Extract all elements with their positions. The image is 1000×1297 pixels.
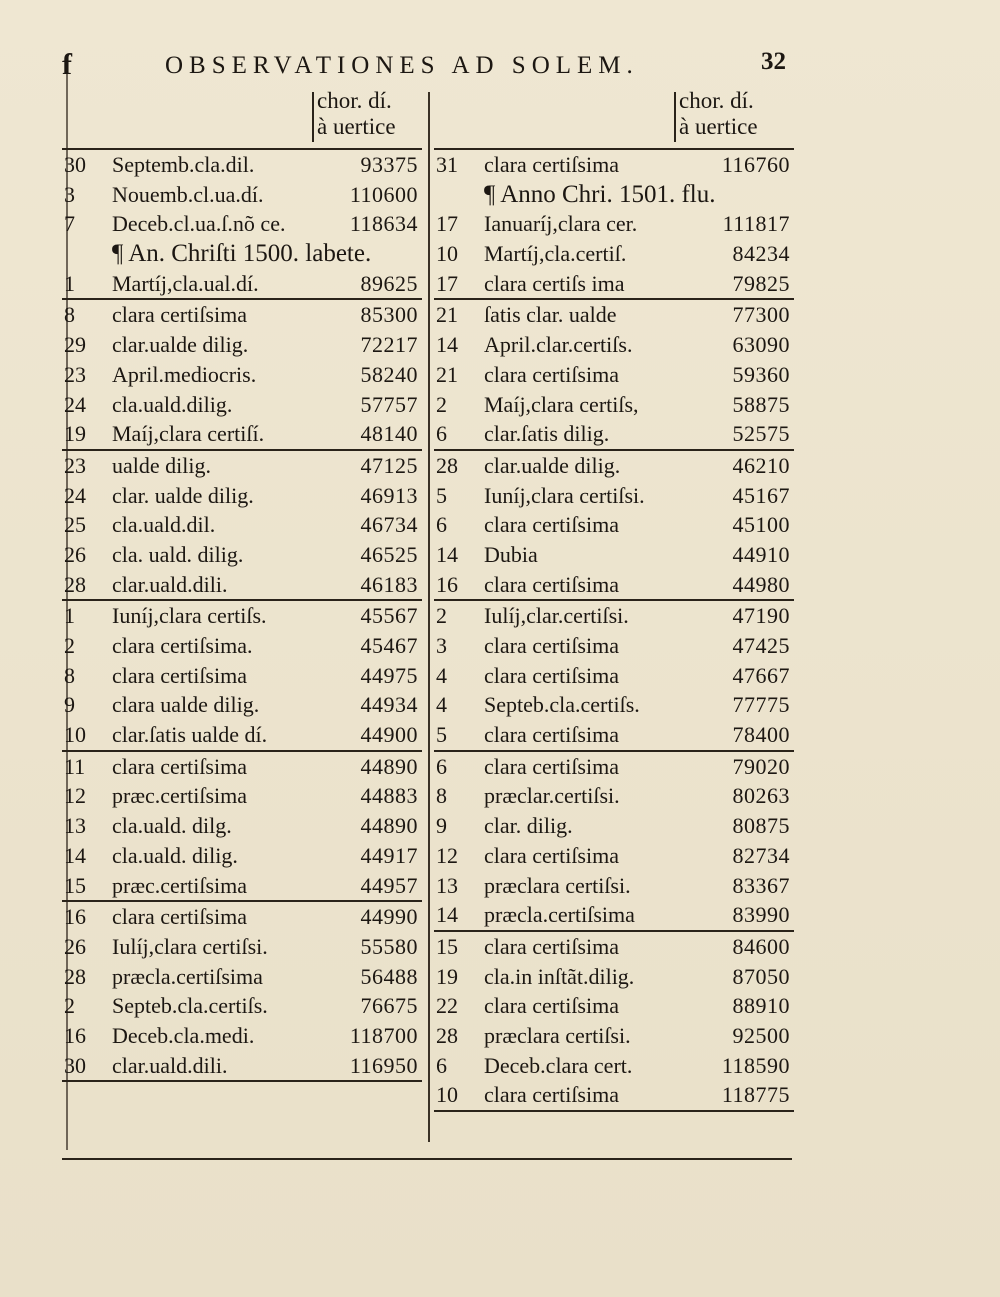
distance-value-cell: 44890	[360, 753, 418, 779]
distance-value-cell: 47667	[732, 662, 790, 688]
description-cell: cla.in inſtãt.dilig.	[484, 963, 635, 989]
table-row	[434, 781, 794, 811]
day-cell: 24	[64, 391, 86, 417]
day-cell: 5	[436, 482, 447, 508]
table-row	[434, 269, 794, 299]
row-group	[434, 451, 794, 601]
description-cell: Nouemb.cl.ua.dí.	[112, 181, 264, 207]
description-cell: clara certiſsima	[112, 662, 247, 688]
day-cell: 13	[64, 813, 86, 839]
day-cell: 5	[436, 722, 447, 748]
day-cell: 8	[64, 302, 75, 328]
table-row	[62, 661, 422, 691]
table-row	[62, 841, 422, 871]
description-cell: clara certiſsima	[484, 662, 619, 688]
description-cell: clara ualde dilig.	[112, 692, 260, 718]
day-cell: 6	[436, 1052, 447, 1078]
day-cell: 8	[436, 783, 447, 809]
table-row	[62, 150, 422, 180]
description-cell: Iuníj,clara certiſs.	[112, 603, 267, 629]
table-row	[434, 661, 794, 691]
table-row	[434, 330, 794, 360]
day-cell: 2	[436, 391, 447, 417]
description-cell: clara certiſsima	[484, 512, 619, 538]
column-header-line2: à uertice	[679, 114, 758, 139]
day-cell: 29	[64, 332, 86, 358]
table-row	[434, 390, 794, 420]
table-row	[434, 360, 794, 390]
table-row	[62, 871, 422, 901]
day-cell: 31	[436, 152, 458, 177]
row-group	[62, 451, 422, 601]
day-cell: 28	[64, 571, 86, 597]
description-cell: Maíj,clara certiſí.	[112, 421, 265, 447]
day-cell: 24	[64, 482, 86, 508]
day-cell: 6	[436, 512, 447, 538]
distance-value-cell: 59360	[732, 361, 790, 387]
description-cell: clar.ualde dilig.	[484, 452, 621, 478]
distance-value-cell: 63090	[732, 332, 790, 358]
description-cell: Dubia	[484, 541, 538, 567]
distance-value-cell: 47425	[732, 633, 790, 658]
distance-value-cell: 45100	[732, 512, 790, 538]
table-row	[434, 752, 794, 782]
distance-value-cell: 44883	[360, 783, 418, 809]
distance-value-cell: 93375	[360, 152, 418, 177]
distance-value-cell: 45467	[360, 633, 418, 658]
description-cell: cla.uald. dilig.	[112, 842, 238, 868]
day-cell: 14	[436, 541, 458, 567]
day-cell: 16	[64, 1022, 86, 1048]
day-cell: 6	[436, 753, 447, 779]
description-cell: clara certiſsima	[112, 302, 247, 328]
day-cell: 15	[436, 933, 458, 959]
table-row	[62, 781, 422, 811]
description-cell: Deceb.clara cert.	[484, 1052, 633, 1078]
day-cell: 28	[64, 963, 86, 989]
description-cell: cla.uald.dilig.	[112, 391, 233, 417]
table-row	[434, 481, 794, 511]
row-group	[434, 300, 794, 450]
distance-value-cell: 84234	[732, 241, 790, 267]
header-left-mark: f	[62, 48, 72, 81]
distance-value-cell: 72217	[360, 332, 418, 358]
distance-value-cell: 48140	[360, 421, 418, 447]
day-cell: 25	[64, 512, 86, 538]
distance-value-cell: 118590	[721, 1052, 790, 1078]
day-cell: 10	[436, 241, 458, 267]
table-row	[62, 540, 422, 570]
description-cell: clara certiſsima	[112, 904, 247, 930]
table-row	[62, 902, 422, 932]
table-row	[62, 330, 422, 360]
table-row	[62, 570, 422, 600]
row-group	[62, 150, 422, 300]
row-group	[434, 932, 794, 1112]
table-row	[62, 360, 422, 390]
distance-value-cell: 55580	[360, 933, 418, 959]
description-cell: ſatis clar. ualde	[484, 302, 617, 328]
distance-value-cell: 46183	[360, 571, 418, 597]
description-cell: clar. dilig.	[484, 813, 573, 839]
description-cell: ualde dilig.	[112, 452, 211, 478]
row-group	[62, 300, 422, 450]
description-cell: clara certiſsima	[484, 753, 619, 779]
description-cell: Ianuaríj,clara cer.	[484, 211, 638, 237]
distance-value-cell: 52575	[732, 421, 790, 447]
description-cell: clar.ſatis ualde dí.	[112, 722, 268, 748]
description-cell: præclar.certiſsi.	[484, 783, 620, 809]
day-cell: 11	[64, 753, 86, 779]
description-cell: clar.uald.dili.	[112, 1052, 228, 1078]
day-cell: 2	[436, 603, 447, 629]
table-row	[434, 720, 794, 750]
description-cell: Martíj,cla.ual.dí.	[112, 270, 259, 296]
table-row	[434, 900, 794, 930]
description-cell: clara certiſsima	[484, 842, 619, 868]
day-cell: 28	[436, 1022, 458, 1048]
distance-value-cell: 45567	[360, 603, 418, 629]
distance-value-cell: 82734	[732, 842, 790, 868]
distance-value-cell: 58240	[360, 361, 418, 387]
table-row	[62, 390, 422, 420]
day-cell: 7	[64, 211, 75, 237]
table-row	[62, 1021, 422, 1051]
day-cell: 9	[436, 813, 447, 839]
day-cell: 19	[64, 421, 86, 447]
table-row	[62, 932, 422, 962]
day-cell: 30	[64, 1052, 86, 1078]
distance-value-cell: 80263	[732, 783, 790, 809]
year-heading-row	[434, 180, 794, 210]
table-row	[62, 690, 422, 720]
distance-value-cell: 78400	[732, 722, 790, 748]
table-row	[62, 481, 422, 511]
distance-value-cell: 116760	[721, 152, 790, 177]
day-cell: 16	[436, 571, 458, 597]
table-row	[434, 209, 794, 239]
distance-value-cell: 44980	[732, 571, 790, 597]
day-cell: 13	[436, 872, 458, 898]
distance-value-cell: 44990	[360, 904, 418, 930]
column-divider	[428, 92, 430, 1142]
distance-value-cell: 56488	[360, 963, 418, 989]
table-row	[62, 269, 422, 299]
distance-value-cell: 79020	[732, 753, 790, 779]
table-row	[62, 631, 422, 661]
table-row	[434, 962, 794, 992]
description-cell: Maíj,clara certiſs,	[484, 391, 639, 417]
row-group	[434, 150, 794, 300]
distance-value-cell: 118634	[349, 211, 418, 237]
row-group	[434, 752, 794, 932]
running-header	[60, 48, 800, 88]
distance-value-cell: 118700	[349, 1022, 418, 1048]
distance-value-cell: 44917	[360, 842, 418, 868]
column-header-line1: chor. dí.	[679, 88, 754, 113]
row-group	[62, 601, 422, 751]
description-cell: præc.certiſsima	[112, 783, 248, 809]
day-cell: 6	[436, 421, 447, 447]
distance-value-cell: 89625	[360, 270, 418, 296]
table-row	[434, 510, 794, 540]
table-row	[62, 752, 422, 782]
description-cell: clara certiſsima	[484, 361, 619, 387]
distance-value-cell: 83367	[732, 872, 790, 898]
distance-value-cell: 116950	[349, 1052, 418, 1078]
distance-value-cell: 79825	[732, 270, 790, 296]
table-row	[434, 239, 794, 269]
day-cell: 2	[64, 633, 75, 658]
description-cell: clara certiſsima	[484, 571, 619, 597]
day-cell: 4	[436, 692, 447, 718]
day-cell: 21	[436, 361, 458, 387]
day-cell: 17	[436, 270, 458, 296]
day-cell: 26	[64, 933, 86, 959]
distance-value-cell: 80875	[732, 813, 790, 839]
table-row	[434, 871, 794, 901]
page-number: 32	[761, 48, 786, 75]
description-cell: cla. uald. dilig.	[112, 541, 244, 567]
distance-value-cell: 118775	[721, 1082, 790, 1108]
table-row	[62, 601, 422, 631]
table-row	[62, 419, 422, 449]
table-row	[434, 451, 794, 481]
table-row	[434, 1021, 794, 1051]
table-row	[62, 180, 422, 210]
table-row	[434, 811, 794, 841]
table-row	[62, 510, 422, 540]
table-row	[62, 300, 422, 330]
table-row	[434, 690, 794, 720]
distance-value-cell: 47190	[732, 603, 790, 629]
column-header-line2: à uertice	[317, 114, 396, 139]
day-cell: 14	[64, 842, 86, 868]
description-cell: clara certiſsima	[484, 993, 619, 1019]
distance-value-cell: 84600	[732, 933, 790, 959]
distance-value-cell: 111817	[722, 211, 790, 237]
day-cell: 2	[64, 993, 75, 1019]
distance-value-cell: 87050	[732, 963, 790, 989]
day-cell: 30	[64, 152, 86, 177]
day-cell: 1	[64, 603, 75, 629]
description-cell: præc.certiſsima	[112, 872, 248, 898]
description-cell: clar.uald.dili.	[112, 571, 228, 597]
distance-value-cell: 44975	[360, 662, 418, 688]
table-row	[62, 451, 422, 481]
table-row	[434, 1051, 794, 1081]
right-table-column	[434, 86, 794, 1112]
table-row	[434, 570, 794, 600]
distance-value-cell: 44900	[360, 722, 418, 748]
day-cell: 12	[436, 842, 458, 868]
day-cell: 19	[436, 963, 458, 989]
day-cell: 21	[436, 302, 458, 328]
day-cell: 12	[64, 783, 86, 809]
year-heading: ¶ Anno Chri. 1501. flu.	[484, 180, 716, 208]
table-row	[62, 991, 422, 1021]
table-row	[434, 631, 794, 661]
description-cell: clar. ualde dilig.	[112, 482, 254, 508]
distance-value-cell: 46525	[360, 541, 418, 567]
description-cell: clara certiſsima	[484, 152, 619, 177]
description-cell: Deceb.cl.ua.ſ.nõ ce.	[112, 211, 286, 237]
year-heading: ¶ An. Chriſti 1500. labete.	[112, 240, 372, 268]
column-header	[62, 86, 422, 150]
year-heading-row	[62, 239, 422, 269]
description-cell: Septeb.cla.certiſs.	[112, 993, 268, 1019]
day-cell: 22	[436, 993, 458, 1019]
distance-value-cell: 44890	[360, 813, 418, 839]
distance-value-cell: 92500	[732, 1022, 790, 1048]
table-row	[434, 300, 794, 330]
distance-value-cell: 47125	[360, 452, 418, 478]
day-cell: 1	[64, 270, 75, 296]
description-cell: præclara certiſsi.	[484, 1022, 631, 1048]
description-cell: clara certiſsima	[484, 722, 619, 748]
description-cell: Septemb.cla.dil.	[112, 152, 255, 177]
distance-value-cell: 58875	[732, 391, 790, 417]
distance-value-cell: 76675	[360, 993, 418, 1019]
description-cell: præcla.certiſsima	[484, 902, 635, 928]
day-cell: 26	[64, 541, 86, 567]
header-title: OBSERVATIONES AD SOLEM.	[165, 52, 639, 79]
description-cell: clar.ſatis dilig.	[484, 421, 610, 447]
table-row	[62, 1051, 422, 1081]
description-cell: præclara certiſsi.	[484, 872, 631, 898]
table-row	[434, 419, 794, 449]
row-group	[62, 752, 422, 902]
distance-value-cell: 57757	[360, 391, 418, 417]
description-cell: Iulíj,clara certiſsi.	[112, 933, 268, 959]
table-row	[434, 150, 794, 180]
table-row	[62, 811, 422, 841]
day-cell: 3	[64, 181, 75, 207]
distance-value-cell: 46913	[360, 482, 418, 508]
distance-value-cell: 45167	[732, 482, 790, 508]
distance-value-cell: 77775	[732, 692, 790, 718]
day-cell: 16	[64, 904, 86, 930]
day-cell: 17	[436, 211, 458, 237]
day-cell: 3	[436, 633, 447, 658]
distance-value-cell: 44910	[732, 541, 790, 567]
distance-value-cell: 44934	[360, 692, 418, 718]
distance-value-cell: 83990	[732, 902, 790, 928]
header-divider	[674, 92, 676, 142]
table-row	[62, 209, 422, 239]
day-cell: 8	[64, 662, 75, 688]
column-header-line1: chor. dí.	[317, 88, 392, 113]
table-row	[434, 1080, 794, 1110]
description-cell: clara certiſsima	[112, 753, 247, 779]
day-cell: 4	[436, 662, 447, 688]
distance-value-cell: 77300	[732, 302, 790, 328]
description-cell: cla.uald. dilg.	[112, 813, 232, 839]
day-cell: 10	[436, 1082, 458, 1108]
day-cell: 15	[64, 872, 86, 898]
table-row	[434, 932, 794, 962]
left-table-column	[62, 86, 422, 1082]
row-group	[62, 902, 422, 1082]
column-header	[434, 86, 794, 150]
description-cell: Septeb.cla.certiſs.	[484, 692, 640, 718]
day-cell: 23	[64, 452, 86, 478]
description-cell: clara certiſsima	[484, 933, 619, 959]
description-cell: Iuníj,clara certiſsi.	[484, 482, 645, 508]
description-cell: cla.uald.dil.	[112, 512, 216, 538]
day-cell: 9	[64, 692, 75, 718]
table-row	[434, 991, 794, 1021]
table-row	[434, 841, 794, 871]
bottom-rule	[62, 1158, 792, 1160]
day-cell: 10	[64, 722, 86, 748]
table-row	[62, 720, 422, 750]
description-cell: clara certiſsima	[484, 1082, 619, 1108]
distance-value-cell: 88910	[732, 993, 790, 1019]
description-cell: clar.ualde dilig.	[112, 332, 249, 358]
day-cell: 14	[436, 332, 458, 358]
description-cell: Iulíj,clar.certiſsi.	[484, 603, 629, 629]
day-cell: 14	[436, 902, 458, 928]
description-cell: April.clar.certiſs.	[484, 332, 633, 358]
description-cell: Martíj,cla.certiſ.	[484, 241, 627, 267]
row-group	[434, 601, 794, 751]
header-divider	[312, 92, 314, 142]
distance-value-cell: 44957	[360, 872, 418, 898]
distance-value-cell: 110600	[349, 181, 418, 207]
distance-value-cell: 46210	[732, 452, 790, 478]
day-cell: 28	[436, 452, 458, 478]
table-row	[434, 601, 794, 631]
table-row	[62, 962, 422, 992]
description-cell: April.mediocris.	[112, 361, 257, 387]
description-cell: clara certiſsima	[484, 633, 619, 658]
table-row	[434, 540, 794, 570]
distance-value-cell: 46734	[360, 512, 418, 538]
day-cell: 23	[64, 361, 86, 387]
description-cell: Deceb.cla.medi.	[112, 1022, 255, 1048]
description-cell: clara certiſsima.	[112, 633, 253, 658]
description-cell: clara certiſs ima	[484, 270, 625, 296]
description-cell: præcla.certiſsima	[112, 963, 263, 989]
distance-value-cell: 85300	[360, 302, 418, 328]
